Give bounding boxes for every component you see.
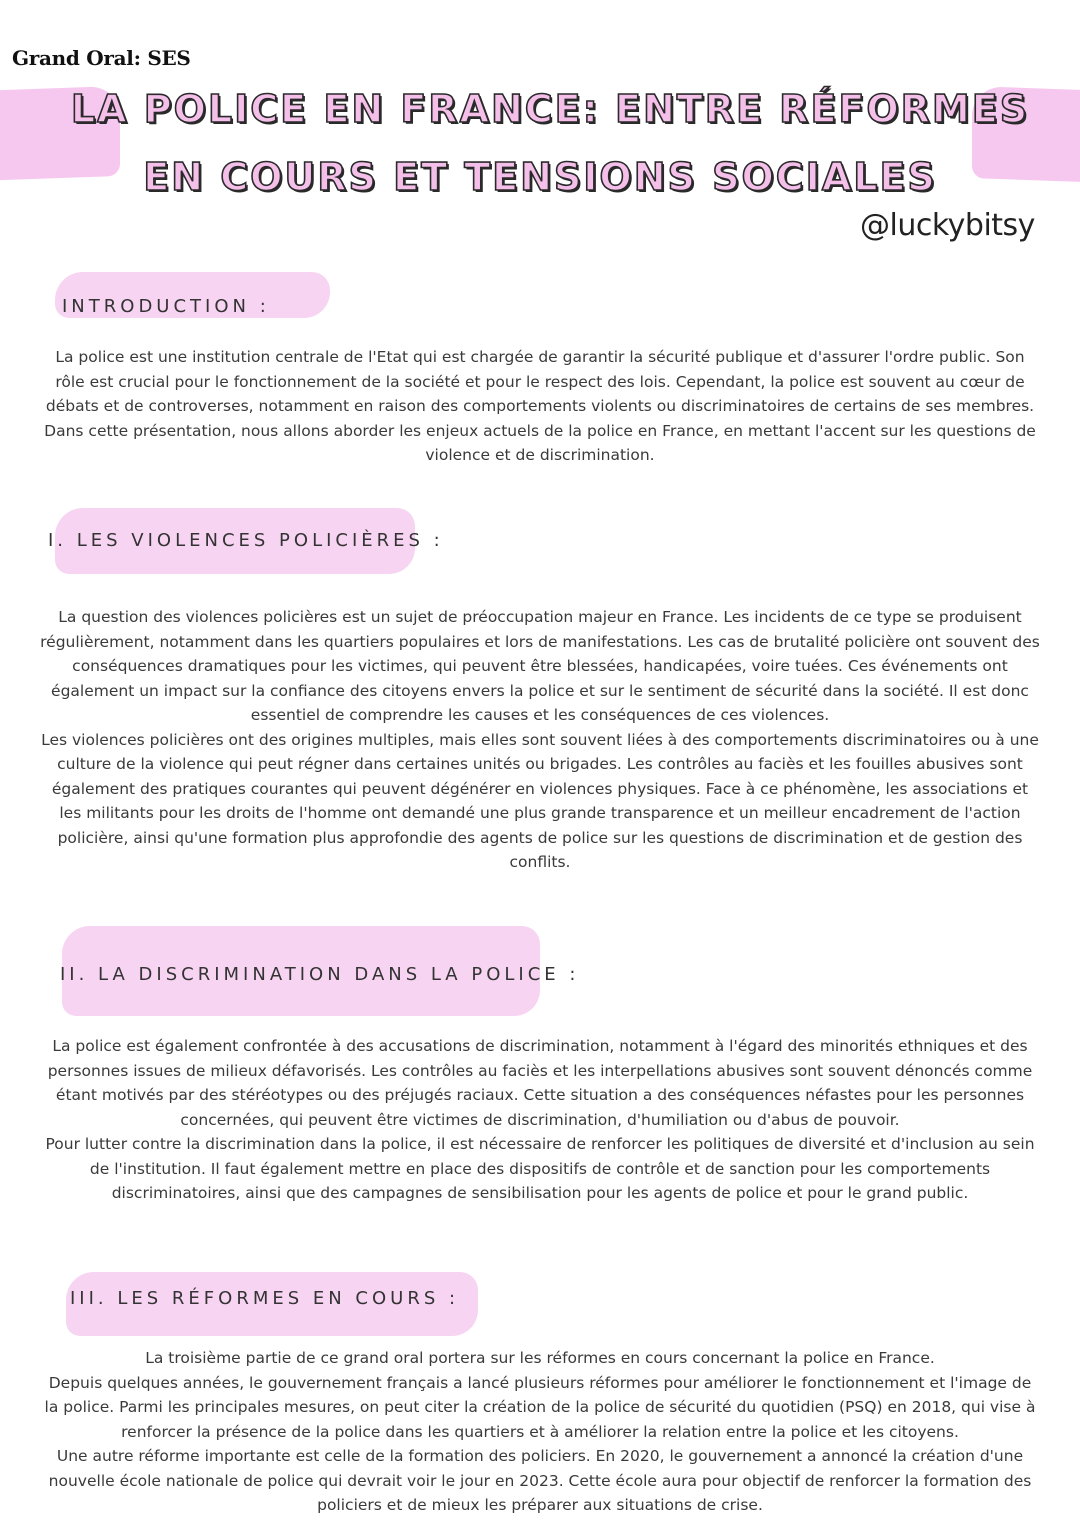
violences-body — [40, 605, 1040, 875]
intro-paragraph: La police est une institution centrale de l'Etat qui est chargée de garantir la sécurité publique et d'assurer l'ordre public. Son rôle est crucial pour le fonctionnement de la société et pour le respect des lois. Cependant, la police est souvent au cœur de débats et de controverses, notamment en raison des comportements violents ou discriminatoires de certains de ses membres. Dans cette présentation, nous allons aborder les enjeux actuels de la police en France, en mettant l'accent sur les questions de violence et de discrimination. — [44, 348, 1036, 464]
reformes-heading: III. LES RÉFORMES EN COURS : — [70, 1288, 460, 1309]
violences-paragraph-2: Les violences policières ont des origines multiples, mais elles sont souvent liées à des comportements discriminatoires ou à une culture de la violence qui peut régner dans certaines unités ou brigades. Les contrôles au faciès et les fouilles abusives sont également des pratiques courantes qui peuvent dégénérer en violences physiques. Face à ce phénomène, les associations et les militants pour les droits de l'homme ont demandé une plus grande transparence et un meilleur encadrement de l'action policière, ainsi qu'une formation plus approfondie des agents de police sur les questions de discrimination et de gestion des conflits. — [41, 730, 1039, 871]
reformes-paragraph-2: Depuis quelques années, le gouvernement français a lancé plusieurs réformes pour améliorer le fonctionnement et l'image de la police. Parmi les principales mesures, on peut citer la création de la police de sécurité du quotidien (PSQ) en 2018, qui vise à renforcer la présence de la police dans les quartiers et à améliorer la relation entre la police et les citoyens. — [44, 1373, 1036, 1441]
reformes-paragraph-1: La troisième partie de ce grand oral portera sur les réformes en cours concernant la police en France. — [145, 1349, 935, 1367]
document-header-label: Grand Oral: SES — [12, 46, 191, 70]
reformes-body — [40, 1346, 1040, 1518]
intro-heading: INTRODUCTION : — [62, 296, 270, 317]
discrimination-body — [40, 1034, 1040, 1206]
violences-paragraph-1: La question des violences policières est un sujet de préoccupation majeur en France. Les incidents de ce type se produisent régulièrement, notamment dans les quartiers populaires et lors de manifestations. Les cas de brutalité policière ont souvent des conséquences dramatiques pour les victimes, qui peuvent être blessées, handicapées, voire tuées. Ces événements ont également un impact sur la confiance des citoyens envers la police et sur le sentiment de sécurité dans la société. Il est donc essentiel de comprendre les causes et les conséquences de ces violences. — [40, 608, 1040, 724]
reformes-paragraph-3: Une autre réforme importante est celle de la formation des policiers. En 2020, le gouvernement a annoncé la création d'une nouvelle école nationale de police qui devrait voir le jour en 2023. Cette école aura pour objectif de renforcer la formation des policiers et de mieux les préparer aux situations de crise. — [48, 1447, 1032, 1514]
violences-heading: I. LES VIOLENCES POLICIÈRES : — [48, 530, 444, 551]
discrimination-paragraph-1: La police est également confrontée à des accusations de discrimination, notamment à l'égard des minorités ethniques et des personnes issues de milieux défavorisés. Les contrôles au faciès et les interpellations abusives sont souvent dénoncés comme étant motivés par des stéréotypes ou des préjugés raciaux. Cette situation a des conséquences néfastes pour les personnes concernées, qui peuvent être victimes de discrimination, d'humiliation ou d'abus de pouvoir. — [47, 1037, 1033, 1129]
page-title-line-1: LA POLICE EN FRANCE: ENTRE RÉFORMES — [70, 87, 1030, 131]
author-handle: @luckybitsy — [860, 208, 1035, 243]
discrimination-paragraph-2: Pour lutter contre la discrimination dans la police, il est nécessaire de renforcer les politiques de diversité et d'inclusion au sein de l'institution. Il faut également mettre en place des dispositifs de contrôle et de sanction pour les comportements discriminatoires, ainsi que des campagnes de sensibilisation pour les agents de police et pour le grand public. — [45, 1135, 1035, 1202]
intro-body — [40, 345, 1040, 468]
page-title-line-2: EN COURS ET TENSIONS SOCIALES — [143, 155, 937, 199]
discrimination-heading: II. LA DISCRIMINATION DANS LA POLICE : — [60, 964, 580, 985]
